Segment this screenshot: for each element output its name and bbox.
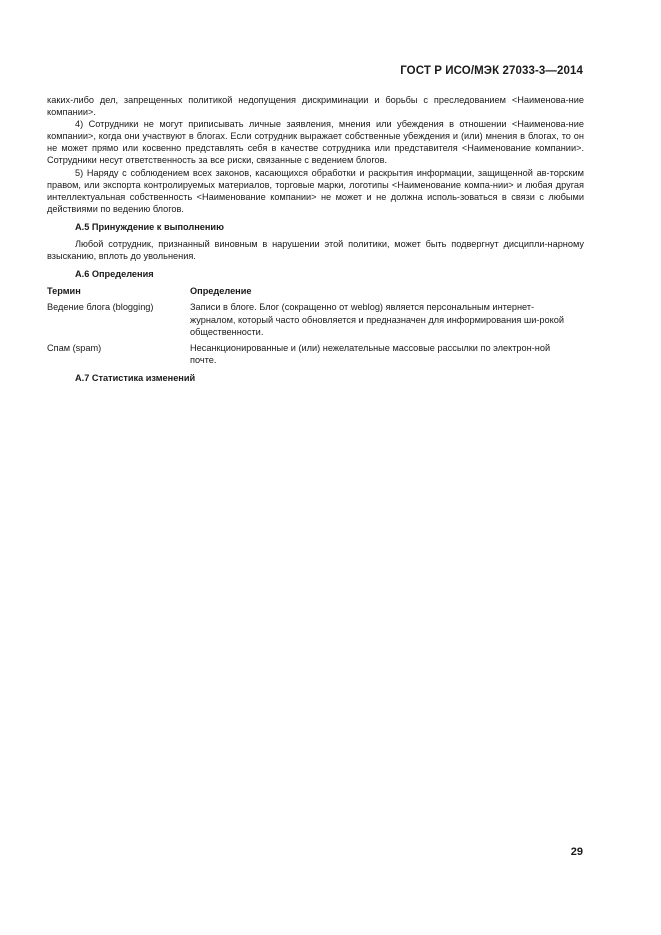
definition-term: Ведение блога (blogging) bbox=[47, 302, 154, 313]
section-a7-heading: А.7 Статистика изменений bbox=[75, 372, 196, 383]
term-column-header: Термин bbox=[47, 286, 81, 297]
definition-term: Спам (spam) bbox=[47, 342, 102, 353]
definition-column-header: Определение bbox=[190, 286, 252, 297]
definitions-table bbox=[47, 285, 584, 366]
paragraph-continuation: каких-либо дел, запрещенных политикой недопущения дискриминации и борьбы с преследованием <Наименова-ние компании>. bbox=[47, 95, 584, 118]
standard-header: ГОСТ Р ИСО/МЭК 27033-3—2014 bbox=[400, 65, 583, 77]
section-a6-heading: А.6 Определения bbox=[75, 269, 154, 280]
definitions-header-row bbox=[47, 285, 584, 297]
document-body bbox=[47, 94, 584, 389]
page-number: 29 bbox=[570, 846, 583, 858]
definition-text: Несанкционированные и (или) нежелательные массовые рассылки по электрон-ной почте. bbox=[190, 342, 551, 365]
definitions-row bbox=[47, 342, 584, 366]
section-a5-text: Любой сотрудник, признанный виновным в нарушении этой политики, может быть подвергнут дисципли-нарному взысканию, вплоть до увольнения. bbox=[47, 239, 584, 262]
paragraph-item-4: 4) Сотрудники не могут приписывать личные заявления, мнения или убеждения в отношении <Наименова-ние компании>, когда они участвуют в блогах. Если сотрудник выражает собственные убеждения и (или) мнения в блогах, то он не может прямо или косвенно представлять себя в качестве сотрудника или представителя <Наименование компании>. Сотрудники несут ответственность за все риски, связанные с ведением блогов. bbox=[47, 119, 584, 166]
definition-text: Записи в блоге. Блог (сокращенно от weblog) является персональным интернет-журналом, который часто обновляется и предназначен для информирования ши-рокой общественности. bbox=[190, 302, 565, 337]
section-a5-heading: А.5 Принуждение к выполнению bbox=[75, 221, 224, 232]
paragraph-item-5: 5) Наряду с соблюдением всех законов, касающихся обработки и раскрытия информации, защищенной ав-торским правом, или экспорта контролируемых материалов, торговые марки, логотипы <Наименование компа-нии> и любая другая интеллектуальная собственность <Наименование компании> не может и не должна исполь-зоваться в связи с любыми действиями по ведению блогов. bbox=[47, 167, 584, 214]
definitions-row bbox=[47, 301, 584, 337]
